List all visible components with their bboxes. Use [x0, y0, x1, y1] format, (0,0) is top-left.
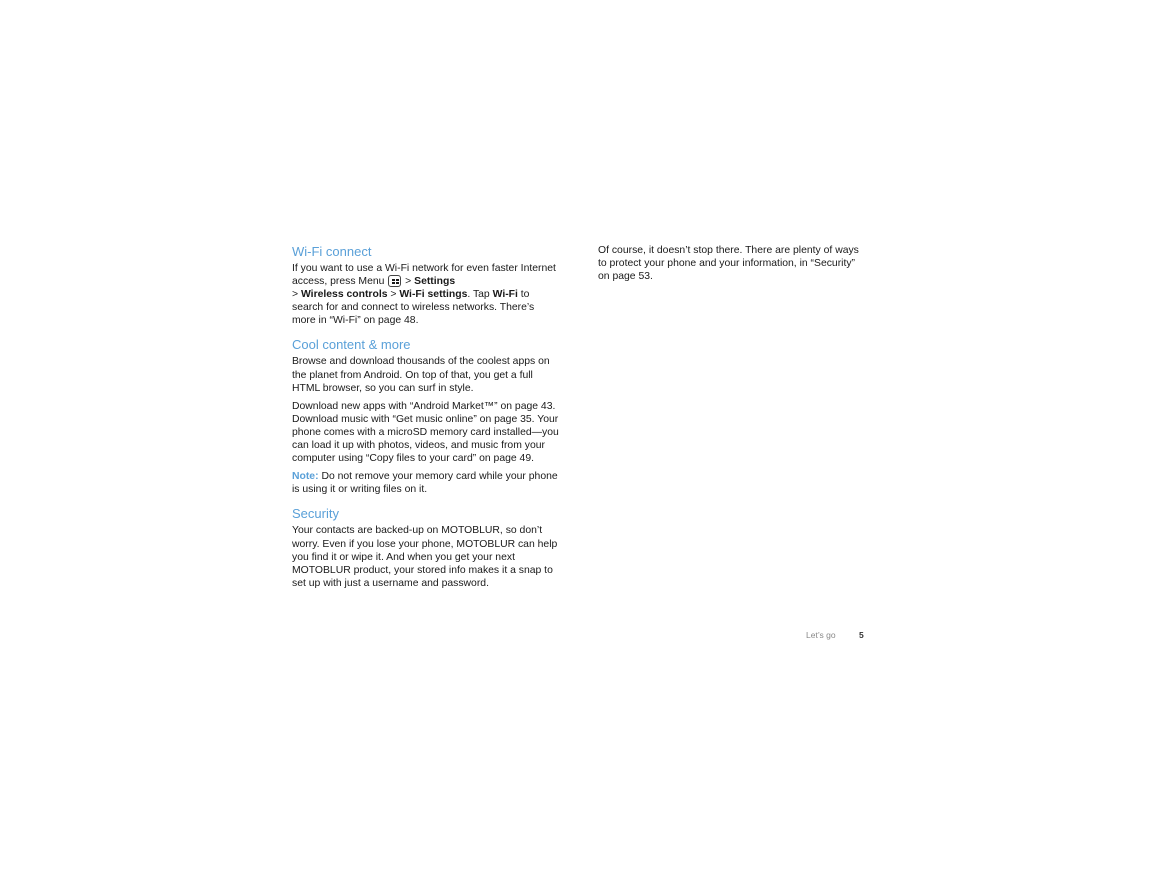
cool-content-heading: Cool content & more — [292, 337, 411, 353]
wifi-option-label: Wi-Fi — [492, 289, 518, 301]
path-separator: > — [292, 289, 301, 301]
wifi-settings-label: Wi-Fi settings — [399, 289, 468, 301]
security-heading: Security — [292, 506, 339, 522]
page-number: 5 — [859, 630, 864, 640]
settings-menu-label: Settings — [414, 276, 456, 288]
tap-text: . Tap — [467, 289, 493, 301]
path-separator: > — [387, 289, 400, 301]
cool-content-paragraph-1: Browse and download thousands of the coolest apps on the planet from Android. On top of that, you get a full HTML browser, so you can surf in style. — [292, 356, 550, 394]
left-column — [292, 244, 560, 595]
menu-key-icon — [388, 275, 401, 287]
memory-card-note — [292, 470, 560, 496]
security-continuation-paragraph: Of course, it doesn’t stop there. There are plenty of ways to protect your phone and your information, in “Security” on page 53. — [598, 245, 859, 283]
wifi-connect-heading: Wi-Fi connect — [292, 244, 372, 259]
wifi-intro-text: If you want to use a Wi-Fi network for even faster Internet access, press Menu — [292, 263, 556, 288]
cool-content-paragraph-2: Download new apps with “Android Market™” on page 43. Download music with “Get music online” on page 35. Your phone comes with a microSD memory card installed—you can load it up with photos, videos, and music from your computer using “Copy files to your card” on page 49. — [292, 400, 559, 465]
path-separator: > — [402, 276, 415, 288]
note-label: Note: — [292, 471, 319, 483]
wifi-outro-text: to search for and connect to wireless networks. There’s more in “Wi-Fi” on page 48. — [292, 289, 535, 327]
wifi-connect-paragraph — [292, 262, 560, 327]
wireless-controls-label: Wireless controls — [300, 289, 388, 301]
footer-section-title: Let’s go — [806, 630, 836, 640]
security-paragraph: Your contacts are backed-up on MOTOBLUR, so don’t worry. Even if you lose your phone, MOTOBLUR can help you find it or wipe it. And when you get your next MOTOBLUR product, your stored info makes it a snap to set up with just a username and password. — [292, 525, 558, 589]
right-column — [598, 244, 860, 288]
note-text: Do not remove your memory card while your phone is using it or writing files on it. — [292, 471, 558, 496]
